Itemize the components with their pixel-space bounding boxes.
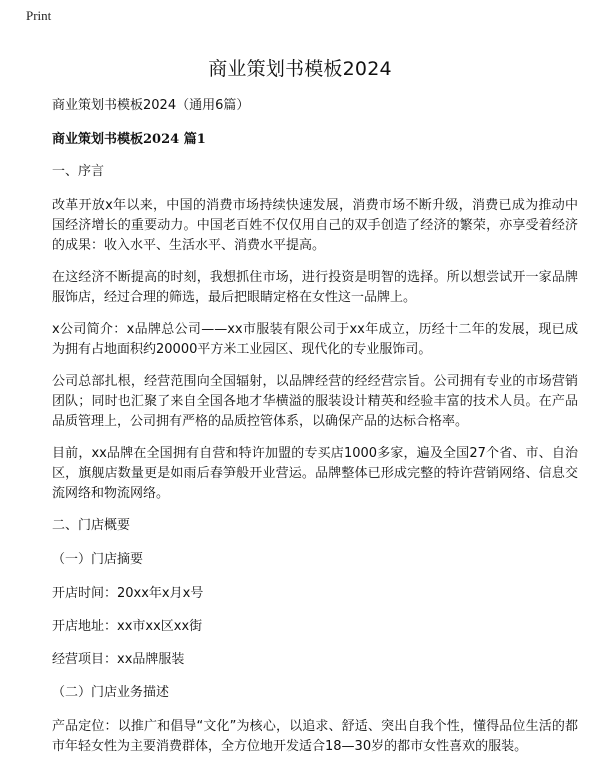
- heading-store-overview: 二、门店概要: [52, 518, 131, 533]
- business-line: 经营项目：xx品牌服装: [52, 652, 185, 667]
- heading-store-description: （二）门店业务描述: [52, 685, 170, 700]
- page-title: 商业策划书模板2024: [208, 58, 392, 80]
- open-time-line: 开店时间：20xx年x月x号: [52, 586, 204, 601]
- print-link[interactable]: Print: [26, 8, 52, 23]
- paragraph: 在这经济不断提高的时刻，我想抓住市场，进行投资是明智的选择。所以想尝试开一家品牌服饰店，经过合理的筛选，最后把眼睛定格在女性这一品牌上。: [52, 270, 578, 305]
- section-heading: 商业策划书模板2024 篇1: [52, 132, 206, 147]
- paragraph: 产品定位：以推广和倡导“文化”为核心，以追求、舒适、突出自我个性，懂得品位生活的都市年轻女性为主要消费群体，全方位地开发适合18—30岁的都市女性喜欢的服装。: [52, 719, 578, 754]
- paragraph: 公司总部扎根，经营范围向全国辐射，以品牌经营的经经营宗旨。公司拥有专业的市场营销团队；同时也汇聚了来自全国各地才华横溢的服装设计精英和经验丰富的技术人员。在产品品质管理上，公司拥有严格的品质控管体系，以确保产品的达标合格率。: [52, 374, 578, 429]
- paragraph: 改革开放x年以来，中国的消费市场持续快速发展，消费市场不断升级，消费已成为推动中国经济增长的重要动力。中国老百姓不仅仅用自己的双手创造了经济的繁荣，亦享受着经济的成果：收入水平、生活水平、消费水平提高。: [52, 198, 578, 253]
- document-subtitle: 商业策划书模板2024（通用6篇）: [52, 98, 250, 113]
- heading-store-summary: （一）门店摘要: [52, 552, 144, 567]
- heading-preface: 一、序言: [52, 164, 105, 179]
- document-body: [52, 96, 578, 769]
- paragraph: x公司简介：x品牌总公司——xx市服装有限公司于xx年成立，历经十二年的发展，现已成为拥有占地面积约20000平方米工业园区、现代化的专业服饰司。: [52, 322, 578, 357]
- open-address-line: 开店地址：xx市xx区xx街: [52, 619, 203, 634]
- paragraph: 目前，xx品牌在全国拥有自营和特许加盟的专买店1000多家，遍及全国27个省、市、自治区，旗舰店数量更是如雨后春笋般开业营运。品牌整体已形成完整的特许营销网络、信息交流网络和物流网络。: [52, 446, 578, 501]
